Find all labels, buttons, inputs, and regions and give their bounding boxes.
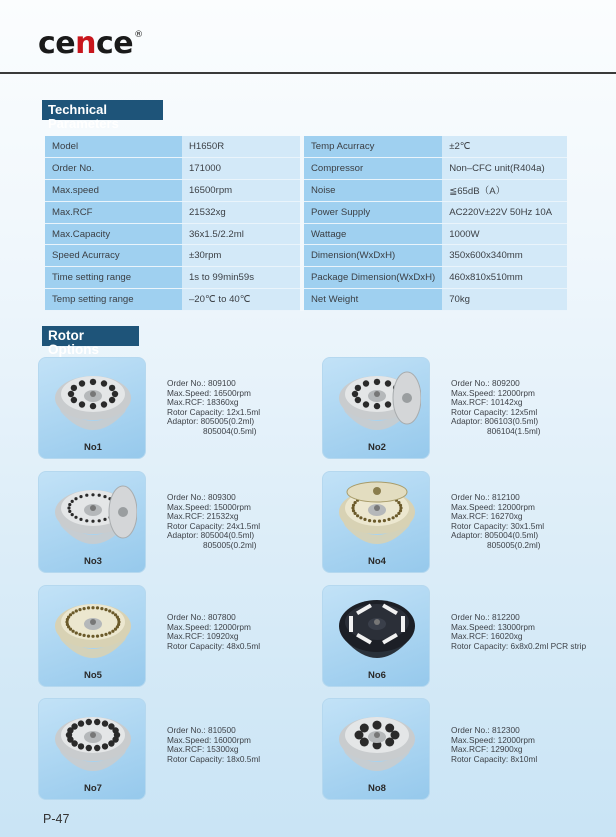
param-value: Non–CFC unit(R404a) [442,158,567,180]
rotor-spec-line: Max.Speed: 12000rpm [167,621,251,632]
rotor-image [322,471,430,573]
rotor-option-no5 [38,585,318,687]
param-value: –20℃ to 40℃ [182,289,302,311]
rotor-spec-line: Rotor Capacity: 24x1.5ml [167,520,261,531]
rotor-spec-line: Order No.: 807800 [167,612,236,622]
logo-text-prefix: ce [38,26,76,61]
rotor-spec-line: Order No.: 812100 [451,492,520,502]
rotor-label: No7 [84,783,102,794]
rotor-spec-line: Max.Speed: 16000rpm [167,734,251,745]
param-value: 1s to 99min59s [182,267,302,289]
param-label: Time setting range [45,267,182,289]
param-value: 21532xg [182,201,302,223]
rotor-image [38,471,146,573]
rotor-option-no3 [38,471,318,573]
param-label: Speed Acurracy [45,245,182,267]
rotor-spec-line: Max.Speed: 15000rpm [167,501,251,512]
param-label: Max.Capacity [45,223,182,245]
rotor-spec-line: Rotor Capacity: 30x1.5ml [451,520,545,531]
rotor-spec-line: Max.Speed: 12000rpm [451,387,535,398]
parameter-row [45,201,567,223]
parameter-row [45,289,567,311]
param-label: Model [45,136,182,158]
param-label: Max.RCF [45,201,182,223]
rotor-spec-line: Max.RCF: 12900xg [451,744,523,755]
rotor-spec-line: Max.Speed: 16500rpm [167,387,251,398]
param-value: AC220V±22V 50Hz 10A [442,201,567,223]
rotor-spec-line: Max.RCF: 16270xg [451,511,523,522]
rotor-spec-line: Adaptor: 806103(0.5ml) [451,416,539,427]
param-label: Compressor [302,158,442,180]
param-label: Noise [302,180,442,202]
rotor-label: No4 [368,556,386,567]
rotor-spec-line: Adaptor: 805004(0.5ml) [167,530,255,541]
rotor-option-no8 [322,698,602,800]
param-value: ±30rpm [182,245,302,267]
logo-text-suffix: ce [96,26,134,61]
param-label: Max.speed [45,180,182,202]
brand-logo [38,26,142,61]
param-label: Dimension(WxDxH) [302,245,442,267]
param-value: 171000 [182,158,302,180]
rotor-adaptor-extra: 805004(0.5ml) [203,425,257,436]
parameter-row [45,158,567,180]
rotor-spec-line: Rotor Capacity: 8x10ml [451,753,538,764]
param-value: 16500rpm [182,180,302,202]
rotor-spec-line: Max.RCF: 15300xg [167,744,239,755]
param-value: ≦65dB（A） [442,180,567,202]
rotor-spec-line: Order No.: 810500 [167,725,236,735]
rotor-option-no1 [38,357,318,459]
param-value: ±2℃ [442,136,567,158]
rotor-option-no7 [38,698,318,800]
param-value: 36x1.5/2.2ml [182,223,302,245]
rotor-spec-line: Adaptor: 805005(0.2ml) [167,416,255,427]
parameter-row [45,245,567,267]
header-divider [0,72,616,74]
rotor-image [322,698,430,800]
rotor-spec-line: Order No.: 809300 [167,492,236,502]
param-label: Wattage [302,223,442,245]
parameter-row [45,267,567,289]
rotor-image [38,698,146,800]
rotor-spec-line: Order No.: 812200 [451,612,520,622]
rotor-label: No2 [368,442,386,453]
rotor-label: No3 [84,556,102,567]
rotor-adaptor-extra: 805005(0.2ml) [487,539,541,550]
rotor-spec-line: Max.Speed: 12000rpm [451,501,535,512]
rotor-specs [167,493,260,551]
rotor-options-heading: Rotor Options [42,326,139,346]
rotor-spec-line: Adaptor: 805004(0.5ml) [451,530,539,541]
logo-text-highlight: n [75,26,96,61]
param-value: 1000W [442,223,567,245]
rotor-image [322,357,430,459]
parameter-row [45,180,567,202]
rotor-label: No1 [84,442,102,453]
rotor-specs [167,613,260,651]
rotor-specs [167,379,260,437]
param-value: 70kg [442,289,567,311]
rotor-option-no6 [322,585,602,687]
rotor-spec-line: Max.RCF: 21532xg [167,511,239,522]
rotor-spec-line: Max.Speed: 12000rpm [451,734,535,745]
rotor-spec-line: Max.RCF: 10142xg [451,397,523,408]
rotor-spec-line: Rotor Capacity: 12x5ml [451,406,538,417]
parameter-row [45,223,567,245]
param-label: Temp setting range [45,289,182,311]
rotor-option-no4 [322,471,602,573]
rotor-spec-line: Rotor Capacity: 12x1.5ml [167,406,261,417]
rotor-spec-line: Order No.: 812300 [451,725,520,735]
rotor-specs [451,613,586,651]
rotor-spec-line: Rotor Capacity: 48x0.5ml [167,640,261,651]
rotor-label: No6 [368,670,386,681]
param-label: Temp Acurracy [302,136,442,158]
technical-parameters-heading: Technical Parameters [42,100,163,120]
param-value: H1650R [182,136,302,158]
param-value: 350x600x340mm [442,245,567,267]
rotor-spec-line: Rotor Capacity: 6x8x0.2ml PCR strip [451,640,587,651]
param-value: 460x810x510mm [442,267,567,289]
rotor-label: No5 [84,670,102,681]
rotor-spec-line: Max.RCF: 18360xg [167,397,239,408]
param-label: Package Dimension(WxDxH) [302,267,442,289]
rotor-specs [451,379,541,437]
parameter-row [45,136,567,158]
rotor-spec-line: Rotor Capacity: 18x0.5ml [167,753,261,764]
param-label: Power Supply [302,201,442,223]
page-number: P-47 [43,812,70,826]
technical-parameters-table [45,136,567,311]
rotor-adaptor-extra: 805005(0.2ml) [203,539,257,550]
rotor-specs [167,726,260,764]
rotor-spec-line: Max.Speed: 13000rpm [451,621,535,632]
param-label: Order No. [45,158,182,180]
rotor-adaptor-extra: 806104(1.5ml) [487,425,541,436]
rotor-label: No8 [368,783,386,794]
rotor-image [38,357,146,459]
rotor-spec-line: Max.RCF: 10920xg [167,631,239,642]
rotor-specs [451,726,537,764]
rotor-image [322,585,430,687]
param-label: Net Weight [302,289,442,311]
rotor-specs [451,493,544,551]
rotor-spec-line: Max.RCF: 16020xg [451,631,523,642]
rotor-spec-line: Order No.: 809200 [451,378,520,388]
rotor-option-no2 [322,357,602,459]
registered-mark: ® [134,30,143,40]
rotor-spec-line: Order No.: 809100 [167,378,236,388]
rotor-image [38,585,146,687]
